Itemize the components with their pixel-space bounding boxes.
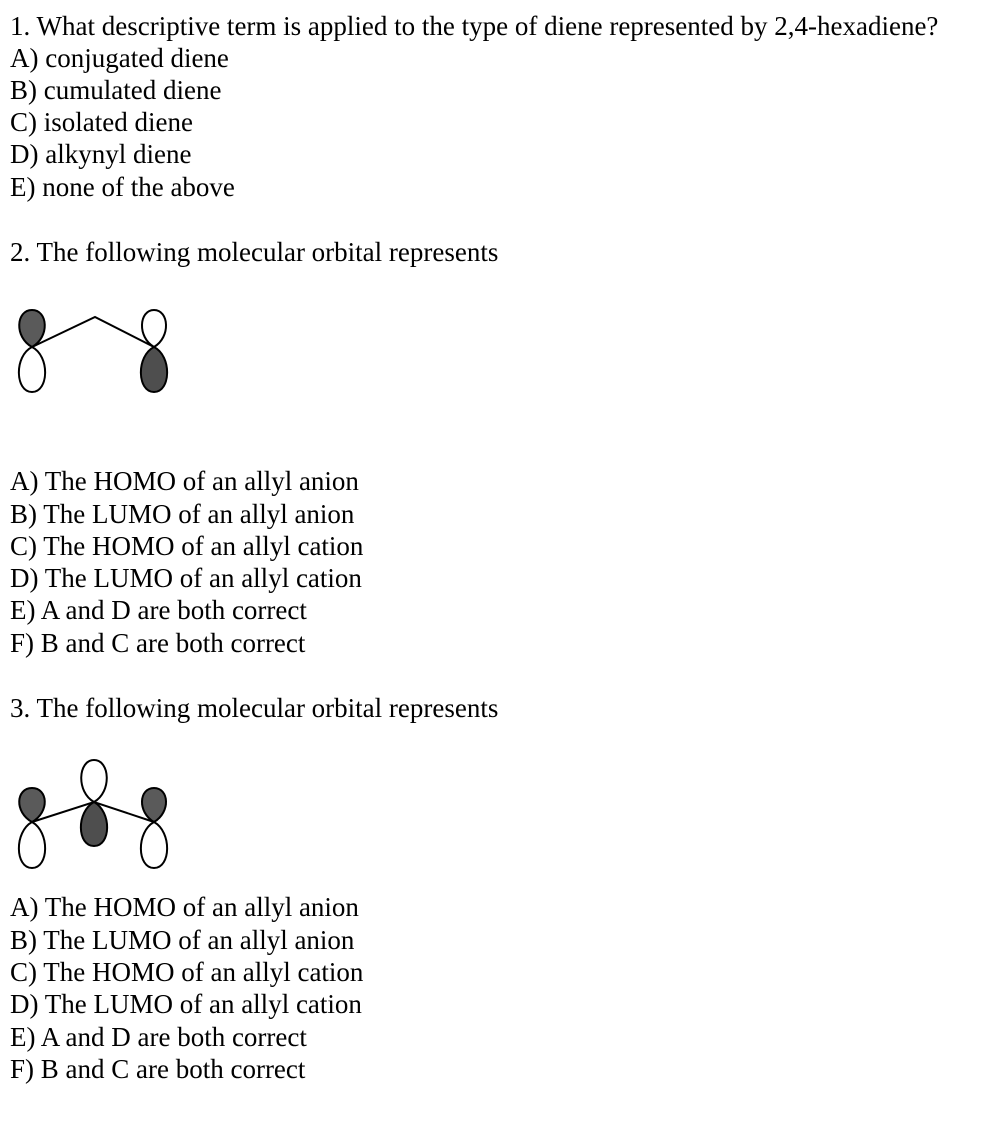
question-3-option-f: F) B and C are both correct (10, 1054, 306, 1084)
question-2-option-e: E) A and D are both correct (10, 595, 307, 625)
question-1-option-b: B) cumulated diene (10, 75, 222, 105)
question-2-option-c: C) The HOMO of an allyl cation (10, 531, 364, 561)
question-2-option-f: F) B and C are both correct (10, 628, 306, 658)
question-1-option-a: A) conjugated diene (10, 43, 229, 73)
question-1-stem: 1. What descriptive term is applied to the type of diene represented by 2,4-hexadiene? (10, 11, 939, 41)
question-2-option-d: D) The LUMO of an allyl cation (10, 563, 362, 593)
question-3-option-d: D) The LUMO of an allyl cation (10, 989, 362, 1019)
molecular-orbital-figure-2 (6, 300, 186, 404)
question-3-stem: 3. The following molecular orbital represents (10, 693, 499, 723)
p-orbital-right (141, 788, 167, 868)
allyl-skeleton-2 (32, 317, 154, 347)
question-2-option-b: B) The LUMO of an allyl anion (10, 499, 355, 529)
p-orbital-left (19, 310, 45, 392)
question-3-option-c: C) The HOMO of an allyl cation (10, 957, 364, 987)
question-2-stem: 2. The following molecular orbital represents (10, 237, 499, 267)
question-3-option-e: E) A and D are both correct (10, 1022, 307, 1052)
p-orbital-center (81, 760, 107, 846)
question-3-option-b: B) The LUMO of an allyl anion (10, 925, 355, 955)
question-1-option-c: C) isolated diene (10, 107, 193, 137)
question-1-option-d: D) alkynyl diene (10, 139, 192, 169)
p-orbital-left (19, 788, 45, 868)
p-orbital-right (141, 310, 167, 392)
question-2-option-a: A) The HOMO of an allyl anion (10, 466, 359, 496)
molecular-orbital-figure-3 (6, 752, 186, 888)
question-3-option-a: A) The HOMO of an allyl anion (10, 892, 359, 922)
question-1-option-e: E) none of the above (10, 172, 235, 202)
